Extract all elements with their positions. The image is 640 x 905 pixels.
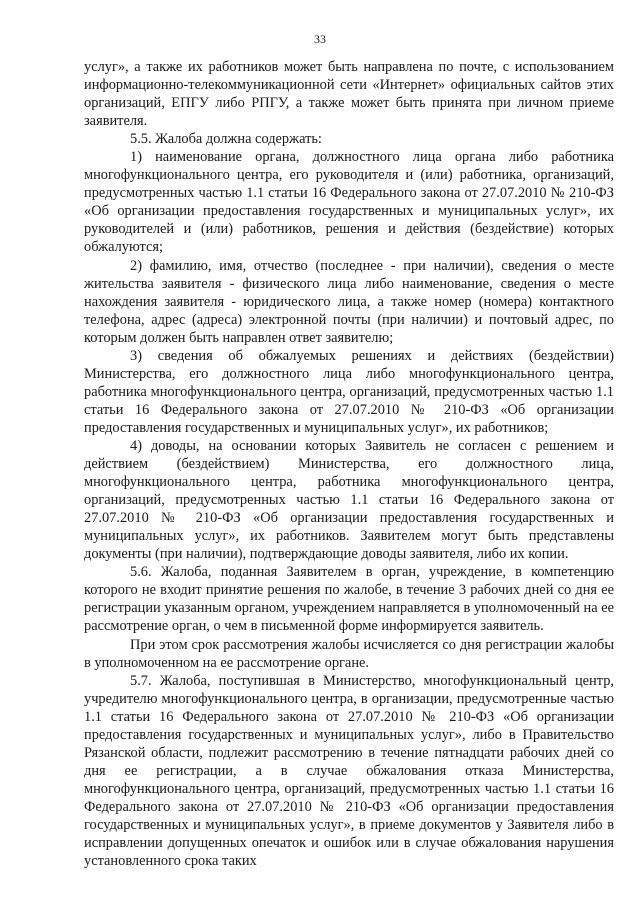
page-number: 33 bbox=[314, 32, 326, 46]
paragraph-review-term: При этом срок рассмотрения жалобы исчисляется со дня регистрации жалобы в уполномоченном на ее рассмотрение органе. bbox=[84, 636, 614, 671]
paragraph-5-7: 5.7. Жалоба, поступившая в Министерство, многофункциональный центр, учредителю многофункционального центра, в организации, предусмотренные частью 1.1 статьи 16 Федерального закона от 27.07.2010 № 210-ФЗ «Об организации предоставления государственных и муниципальных услуг», либо в Правительство Рязанской области, подлежит рассмотрению в течение пятнадцати рабочих дней со дня ее регистрации, а в случае обжалования отказа Министерства, многофункционального центра, организаций, предусмотренных частью 1.1 статьи 16 Федерального закона от 27.07.2010 № 210-ФЗ «Об организации предоставления государственных и муниципальных услуг», в приеме документов у Заявителя либо в исправлении допущенных опечаток и ошибок или в случае обжалования нарушения установленного срока таких bbox=[84, 672, 614, 870]
paragraph-5-5-heading: 5.5. Жалоба должна содержать: bbox=[130, 131, 322, 148]
paragraph-5-6: 5.6. Жалоба, поданная Заявителем в орган, учреждение, в компетенцию которого не входит принятие решения по жалобе, в течение 3 рабочих дней со дня ее регистрации указанным органом, учреждением направляется в уполномоченный на ее рассмотрение орган, о чем в письменной форме информируется заявитель. bbox=[84, 564, 614, 635]
paragraph-item-4: 4) доводы, на основании которых Заявитель не согласен с решением и действием (бездействием) Министерства, его должностного лица, многофункционального центра, работника многофункционального центра, организаций, предусмотренных частью 1.1 статьи 16 Федерального закона от 27.07.2010 № 210-ФЗ «Об организации предоставления государственных и муниципальных услуг», их работников. Заявителем могут быть представлены документы (при наличии), подтверждающие доводы заявителя, либо их копии. bbox=[84, 437, 614, 563]
paragraph-continuation: услуг», а также их работников может быть направлена по почте, с использованием информационно-телекоммуникационной сети «Интернет» официальных сайтов этих организаций, ЕПГУ либо РПГУ, а также может быть принята при личном приеме заявителя. bbox=[84, 59, 614, 130]
paragraph-item-2: 2) фамилию, имя, отчество (последнее - при наличии), сведения о месте жительства заявителя - физического лица либо наименование, сведения о месте нахождения заявителя - юридического лица, а также номер (номера) контактного телефона, адрес (адреса) электронной почты (при наличии) и почтовый адрес, по которым должен быть направлен ответ заявителю; bbox=[84, 257, 614, 346]
paragraph-item-1: 1) наименование органа, должностного лица органа либо работника многофункционального центра, его руководителя и (или) работника, организаций, предусмотренных частью 1.1 статьи 16 Федерального закона от 27.07.2010 № 210-ФЗ «Об организации предоставления государственных и муниципальных услуг», их руководителей и (или) работников, решения и действия (бездействие) которых обжалуются; bbox=[84, 149, 614, 256]
paragraph-item-3: 3) сведения об обжалуемых решениях и действиях (бездействии) Министерства, его должностного лица либо многофункционального центра, работника многофункционального центра, организаций, предусмотренных частью 1.1 статьи 16 Федерального закона от 27.07.2010 № 210-ФЗ «Об организации предоставления государственных и муниципальных услуг», их работников; bbox=[84, 347, 614, 436]
document-body bbox=[84, 58, 614, 870]
